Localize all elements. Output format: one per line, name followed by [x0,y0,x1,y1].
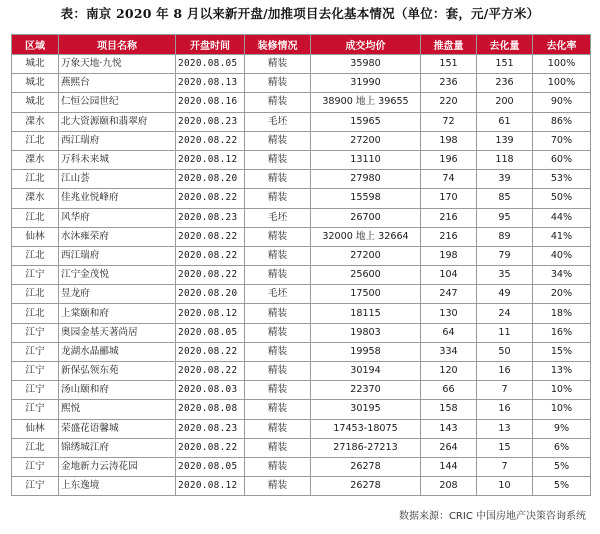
header-open-date: 开盘时间 [176,35,245,55]
cell-region: 溧水 [12,112,59,131]
cell-open-date: 2020.08.22 [176,227,245,246]
cell-supply: 198 [421,246,477,265]
cell-sell-through-rate: 86% [533,112,591,131]
cell-supply: 236 [421,74,477,93]
cell-avg-price: 27200 [311,246,421,265]
cell-project-name: 锦绣城江府 [59,438,176,457]
cell-sold: 7 [477,381,533,400]
header-decoration: 装修情况 [245,35,311,55]
cell-sell-through-rate: 10% [533,400,591,419]
cell-sell-through-rate: 50% [533,189,591,208]
cell-sell-through-rate: 18% [533,304,591,323]
table-row [12,74,591,93]
cell-sell-through-rate: 6% [533,438,591,457]
cell-sold: 39 [477,170,533,189]
table-row [12,457,591,476]
cell-region: 溧水 [12,150,59,169]
cell-decoration: 精装 [245,55,311,74]
cell-decoration: 精装 [245,246,311,265]
cell-region: 城北 [12,74,59,93]
cell-sell-through-rate: 5% [533,477,591,496]
cell-decoration: 毛坯 [245,285,311,304]
cell-open-date: 2020.08.12 [176,477,245,496]
cell-decoration: 精装 [245,227,311,246]
cell-supply: 264 [421,438,477,457]
cell-supply: 144 [421,457,477,476]
cell-project-name: 西江瑞府 [59,131,176,150]
cell-region: 江北 [12,438,59,457]
cell-sell-through-rate: 15% [533,342,591,361]
cell-project-name: 新保弘领东苑 [59,362,176,381]
cell-region: 城北 [12,55,59,74]
cell-project-name: 水沐雍荣府 [59,227,176,246]
table-title: 表：南京 2020 年 8 月以来新开盘/加推项目去化基本情况（单位：套，元/平方米） [60,6,540,21]
cell-decoration: 精装 [245,170,311,189]
cell-avg-price: 17453-18075 [311,419,421,438]
cell-open-date: 2020.08.05 [176,323,245,342]
table-row [12,381,591,400]
cell-sold: 79 [477,246,533,265]
cell-open-date: 2020.08.22 [176,438,245,457]
cell-open-date: 2020.08.20 [176,170,245,189]
cell-supply: 64 [421,323,477,342]
cell-avg-price: 17500 [311,285,421,304]
cell-supply: 120 [421,362,477,381]
cell-avg-price: 18115 [311,304,421,323]
cell-avg-price: 31990 [311,74,421,93]
cell-open-date: 2020.08.23 [176,112,245,131]
table-row [12,419,591,438]
data-source-note: 数据来源：CRIC 中国房地产决策咨询系统 [398,511,586,522]
cell-avg-price: 26278 [311,477,421,496]
cell-open-date: 2020.08.13 [176,74,245,93]
cell-region: 江北 [12,208,59,227]
cell-decoration: 精装 [245,150,311,169]
cell-open-date: 2020.08.16 [176,93,245,112]
cell-project-name: 江宁金茂悦 [59,266,176,285]
table-row [12,438,591,457]
table-row [12,93,591,112]
cell-avg-price: 38900 地上 39655 [311,93,421,112]
header-avg-price: 成交均价 [311,35,421,55]
cell-project-name: 佳兆业悦峰府 [59,189,176,208]
cell-decoration: 精装 [245,74,311,93]
cell-region: 仙林 [12,227,59,246]
cell-project-name: 荣盛花语馨城 [59,419,176,438]
cell-region: 江宁 [12,342,59,361]
table-header-row [12,35,591,55]
cell-project-name: 上东逸境 [59,477,176,496]
cell-open-date: 2020.08.03 [176,381,245,400]
table-row [12,150,591,169]
cell-sold: 35 [477,266,533,285]
cell-supply: 247 [421,285,477,304]
cell-sold: 95 [477,208,533,227]
cell-project-name: 龙湖水晶郦城 [59,342,176,361]
cell-open-date: 2020.08.12 [176,304,245,323]
cell-project-name: 奥园金基天著尚居 [59,323,176,342]
table-row [12,189,591,208]
table-row [12,208,591,227]
cell-region: 城北 [12,93,59,112]
cell-region: 仙林 [12,419,59,438]
header-region: 区域 [12,35,59,55]
cell-sold: 11 [477,323,533,342]
cell-region: 江北 [12,246,59,265]
cell-sold: 151 [477,55,533,74]
cell-avg-price: 15598 [311,189,421,208]
cell-avg-price: 35980 [311,55,421,74]
cell-decoration: 毛坯 [245,112,311,131]
cell-open-date: 2020.08.22 [176,189,245,208]
table-row [12,246,591,265]
cell-project-name: 仁恒公园世纪 [59,93,176,112]
cell-open-date: 2020.08.22 [176,131,245,150]
cell-sell-through-rate: 100% [533,74,591,93]
header-supply: 推盘量 [421,35,477,55]
cell-project-name: 西江瑞府 [59,246,176,265]
cell-decoration: 精装 [245,457,311,476]
cell-project-name: 燕熙台 [59,74,176,93]
table-row [12,227,591,246]
cell-region: 江宁 [12,477,59,496]
cell-avg-price: 26278 [311,457,421,476]
cell-sell-through-rate: 5% [533,457,591,476]
cell-avg-price: 27200 [311,131,421,150]
cell-sold: 7 [477,457,533,476]
cell-supply: 198 [421,131,477,150]
cell-sold: 49 [477,285,533,304]
cell-project-name: 北大资源颐和翡翠府 [59,112,176,131]
cell-sell-through-rate: 53% [533,170,591,189]
cell-sell-through-rate: 9% [533,419,591,438]
cell-decoration: 精装 [245,323,311,342]
cell-project-name: 风华府 [59,208,176,227]
table-row [12,362,591,381]
cell-sell-through-rate: 34% [533,266,591,285]
cell-sold: 89 [477,227,533,246]
cell-sold: 24 [477,304,533,323]
table-row [12,266,591,285]
header-project-name: 项目名称 [59,35,176,55]
cell-sold: 61 [477,112,533,131]
cell-avg-price: 19803 [311,323,421,342]
cell-decoration: 精装 [245,438,311,457]
cell-decoration: 精装 [245,342,311,361]
cell-sell-through-rate: 70% [533,131,591,150]
cell-decoration: 精装 [245,304,311,323]
cell-decoration: 精装 [245,362,311,381]
cell-region: 江北 [12,285,59,304]
cell-sold: 16 [477,362,533,381]
cell-sell-through-rate: 16% [533,323,591,342]
cell-decoration: 精装 [245,477,311,496]
header-sell-through-rate: 去化率 [533,35,591,55]
cell-project-name: 万象天地·九悦 [59,55,176,74]
cell-region: 江北 [12,304,59,323]
cell-decoration: 精装 [245,189,311,208]
cell-supply: 158 [421,400,477,419]
cell-project-name: 万科未来城 [59,150,176,169]
cell-open-date: 2020.08.22 [176,342,245,361]
cell-region: 江北 [12,131,59,150]
table-row [12,400,591,419]
cell-sell-through-rate: 44% [533,208,591,227]
table-row [12,131,591,150]
cell-open-date: 2020.08.23 [176,208,245,227]
cell-supply: 334 [421,342,477,361]
cell-open-date: 2020.08.22 [176,246,245,265]
header-sold: 去化量 [477,35,533,55]
cell-avg-price: 32000 地上 32664 [311,227,421,246]
projects-table [11,34,591,496]
cell-open-date: 2020.08.22 [176,362,245,381]
cell-decoration: 精装 [245,419,311,438]
table-row [12,170,591,189]
cell-project-name: 熙悦 [59,400,176,419]
cell-supply: 196 [421,150,477,169]
cell-sell-through-rate: 100% [533,55,591,74]
cell-open-date: 2020.08.05 [176,457,245,476]
table-row [12,55,591,74]
cell-sell-through-rate: 40% [533,246,591,265]
cell-sell-through-rate: 90% [533,93,591,112]
cell-sold: 15 [477,438,533,457]
cell-avg-price: 19958 [311,342,421,361]
cell-project-name: 昱龙府 [59,285,176,304]
cell-sold: 50 [477,342,533,361]
table-row [12,304,591,323]
cell-supply: 208 [421,477,477,496]
cell-region: 江宁 [12,457,59,476]
cell-supply: 151 [421,55,477,74]
cell-region: 溧水 [12,189,59,208]
cell-region: 江宁 [12,362,59,381]
table-row [12,285,591,304]
cell-sold: 118 [477,150,533,169]
cell-avg-price: 27186-27213 [311,438,421,457]
cell-open-date: 2020.08.05 [176,55,245,74]
cell-sold: 139 [477,131,533,150]
cell-decoration: 毛坯 [245,208,311,227]
cell-supply: 216 [421,208,477,227]
cell-region: 江北 [12,170,59,189]
cell-avg-price: 30195 [311,400,421,419]
cell-supply: 72 [421,112,477,131]
cell-sell-through-rate: 41% [533,227,591,246]
cell-sold: 16 [477,400,533,419]
cell-decoration: 精装 [245,381,311,400]
cell-open-date: 2020.08.12 [176,150,245,169]
cell-avg-price: 15965 [311,112,421,131]
table-row [12,342,591,361]
cell-avg-price: 30194 [311,362,421,381]
cell-avg-price: 27980 [311,170,421,189]
cell-decoration: 精装 [245,400,311,419]
cell-sold: 13 [477,419,533,438]
cell-supply: 220 [421,93,477,112]
cell-supply: 216 [421,227,477,246]
cell-sell-through-rate: 60% [533,150,591,169]
cell-avg-price: 26700 [311,208,421,227]
cell-sell-through-rate: 10% [533,381,591,400]
cell-project-name: 上棠颐和府 [59,304,176,323]
table-row [12,323,591,342]
cell-open-date: 2020.08.08 [176,400,245,419]
cell-sell-through-rate: 20% [533,285,591,304]
cell-region: 江宁 [12,381,59,400]
cell-open-date: 2020.08.22 [176,266,245,285]
cell-region: 江宁 [12,323,59,342]
cell-open-date: 2020.08.20 [176,285,245,304]
cell-region: 江宁 [12,266,59,285]
cell-sold: 236 [477,74,533,93]
cell-avg-price: 22370 [311,381,421,400]
cell-decoration: 精装 [245,266,311,285]
cell-project-name: 汤山颐和府 [59,381,176,400]
cell-sold: 200 [477,93,533,112]
cell-supply: 170 [421,189,477,208]
cell-supply: 66 [421,381,477,400]
cell-region: 江宁 [12,400,59,419]
cell-supply: 130 [421,304,477,323]
cell-project-name: 金地新力云涛花园 [59,457,176,476]
cell-avg-price: 25600 [311,266,421,285]
cell-sold: 85 [477,189,533,208]
cell-project-name: 江山荟 [59,170,176,189]
cell-decoration: 精装 [245,93,311,112]
cell-open-date: 2020.08.23 [176,419,245,438]
cell-supply: 74 [421,170,477,189]
cell-decoration: 精装 [245,131,311,150]
cell-supply: 143 [421,419,477,438]
table-body [12,55,591,496]
cell-sold: 10 [477,477,533,496]
cell-avg-price: 13110 [311,150,421,169]
table-row [12,477,591,496]
table-row [12,112,591,131]
cell-supply: 104 [421,266,477,285]
cell-sell-through-rate: 13% [533,362,591,381]
